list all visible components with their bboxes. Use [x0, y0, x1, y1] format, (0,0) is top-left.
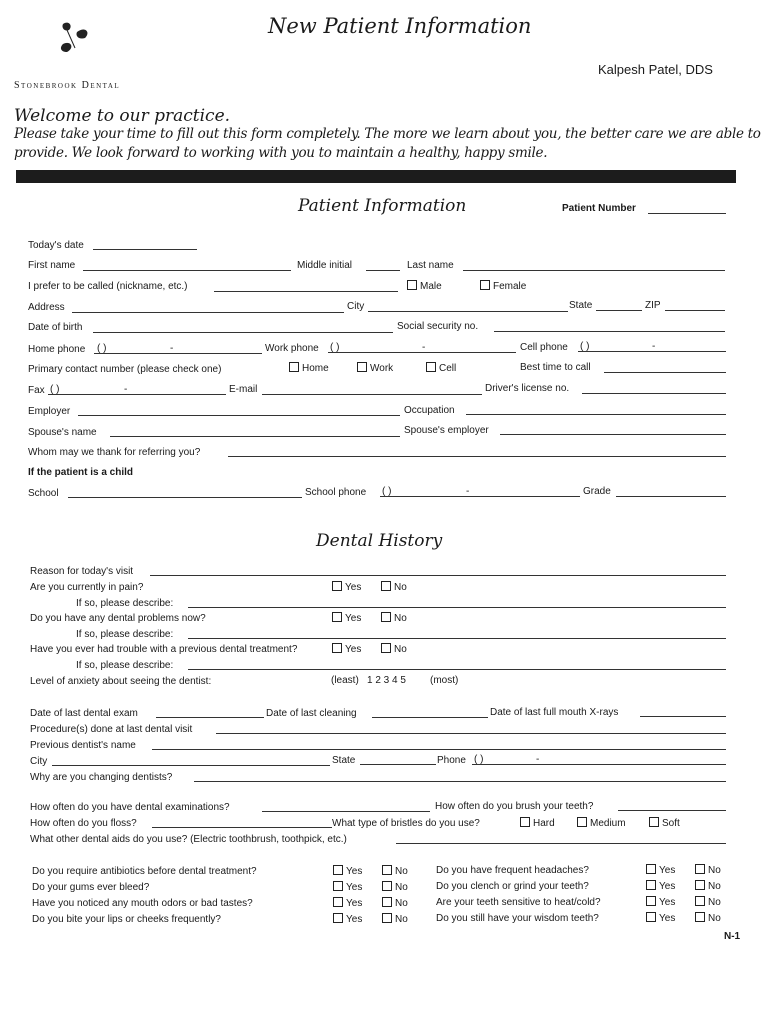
pain-yes-label: Yes — [345, 582, 362, 593]
last-xrays-label: Date of last full mouth X-rays — [490, 707, 619, 718]
city-label: City — [347, 301, 365, 312]
gums-bleed-no-checkbox[interactable] — [382, 881, 392, 891]
trouble-describe-label: If so, please describe: — [76, 660, 174, 671]
zip-field[interactable] — [665, 310, 725, 311]
antibiotics-label: Do you require antibiotics before dental treatment? — [32, 866, 257, 877]
todays-date-field[interactable] — [93, 249, 197, 250]
floss-freq-label: How often do you floss? — [30, 818, 137, 829]
dentist-phone-paren: ( ) — [474, 754, 484, 765]
odors-yes[interactable] — [333, 897, 362, 909]
bristle-medium[interactable] — [577, 817, 626, 829]
last-exam-field[interactable] — [156, 717, 264, 718]
primary-contact-label: Primary contact number (please check one) — [28, 364, 222, 375]
patient-number-field[interactable] — [648, 213, 726, 214]
home-phone-paren: ( ) — [97, 343, 107, 354]
procedures-label: Procedure(s) done at last dental visit — [30, 724, 193, 735]
bristle-hard-checkbox[interactable] — [520, 817, 530, 827]
contact-cell-checkbox[interactable] — [426, 362, 436, 372]
school-field[interactable] — [68, 497, 302, 498]
bite-lips-label: Do you bite your lips or cheeks frequently? — [32, 914, 221, 925]
odors-label: Have you noticed any mouth odors or bad tastes? — [32, 898, 253, 909]
wisdom-yes-checkbox[interactable] — [646, 912, 656, 922]
bristle-medium-label: Medium — [590, 818, 626, 829]
bite-lips-yes-label: Yes — [346, 914, 363, 925]
gums-bleed-yes-label: Yes — [346, 882, 363, 893]
headaches-no[interactable] — [695, 864, 721, 876]
bristle-hard[interactable] — [520, 817, 555, 829]
anxiety-most: (most) — [430, 675, 459, 686]
occupation-field[interactable] — [466, 414, 726, 415]
pain-describe-field[interactable] — [188, 607, 726, 608]
clench-no[interactable] — [695, 880, 721, 892]
sensitive-label: Are your teeth sensitive to heat/cold? — [436, 897, 601, 908]
why-changing-label: Why are you changing dentists? — [30, 772, 173, 783]
dob-field[interactable] — [93, 332, 393, 333]
best-time-label: Best time to call — [520, 362, 591, 373]
trouble-describe-field[interactable] — [188, 669, 726, 670]
problems-describe-label: If so, please describe: — [76, 629, 174, 640]
anxiety-scale[interactable]: 1 2 3 4 5 — [367, 675, 406, 686]
wisdom-no-checkbox[interactable] — [695, 912, 705, 922]
referral-field[interactable] — [228, 456, 726, 457]
why-changing-field[interactable] — [194, 781, 726, 782]
dentist-phone-dash: - — [536, 754, 540, 765]
dentist-city-field[interactable] — [52, 765, 330, 766]
occupation-label: Occupation — [404, 405, 455, 416]
contact-cell-label: Cell — [439, 363, 457, 374]
last-name-label: Last name — [407, 260, 454, 271]
antibiotics-no[interactable] — [382, 865, 408, 877]
anxiety-least: (least) — [331, 675, 359, 686]
pain-no[interactable] — [381, 581, 407, 593]
spouse-name-field[interactable] — [110, 436, 400, 437]
headaches-label: Do you have frequent headaches? — [436, 865, 589, 876]
reason-field[interactable] — [150, 575, 726, 576]
contact-work-checkbox[interactable] — [357, 362, 367, 372]
cell-phone-field[interactable] — [578, 351, 726, 352]
dentist-state-label: State — [332, 755, 356, 766]
pain-describe-label: If so, please describe: — [76, 598, 174, 609]
bite-lips-yes[interactable] — [333, 913, 362, 925]
odors-yes-checkbox[interactable] — [333, 897, 343, 907]
male-label: Male — [420, 281, 442, 292]
procedures-field[interactable] — [216, 733, 726, 734]
problems-no-checkbox[interactable] — [381, 612, 391, 622]
last-cleaning-field[interactable] — [372, 717, 488, 718]
antibiotics-no-label: No — [395, 866, 408, 877]
pain-no-checkbox[interactable] — [381, 581, 391, 591]
work-phone-field[interactable] — [328, 352, 516, 353]
trouble-yes-checkbox[interactable] — [332, 643, 342, 653]
middle-initial-field[interactable] — [366, 270, 400, 271]
employer-field[interactable] — [78, 415, 400, 416]
trouble-no-checkbox[interactable] — [381, 643, 391, 653]
bite-lips-no[interactable] — [382, 913, 408, 925]
referral-label: Whom may we thank for referring you? — [28, 447, 201, 458]
problems-describe-field[interactable] — [188, 638, 726, 639]
spouse-employer-field[interactable] — [500, 434, 726, 435]
wisdom-no-label: No — [708, 913, 721, 924]
sensitive-yes-label: Yes — [659, 897, 676, 908]
sensitive-no-checkbox[interactable] — [695, 896, 705, 906]
contact-home-label: Home — [302, 363, 329, 374]
grade-label: Grade — [583, 486, 611, 497]
wisdom-yes[interactable] — [646, 912, 675, 924]
gums-bleed-label: Do your gums ever bleed? — [32, 882, 150, 893]
gums-bleed-yes[interactable] — [333, 881, 362, 893]
dentist-city-label: City — [30, 756, 48, 767]
contact-work-option[interactable] — [357, 362, 393, 374]
welcome-text: Welcome to our practice. — [14, 106, 231, 126]
employer-label: Employer — [28, 406, 71, 417]
gums-bleed-no[interactable] — [382, 881, 408, 893]
bristle-medium-checkbox[interactable] — [577, 817, 587, 827]
dentist-state-field[interactable] — [360, 764, 436, 765]
school-label: School — [28, 488, 59, 499]
headaches-yes-label: Yes — [659, 865, 676, 876]
address-label: Address — [28, 302, 65, 313]
clench-yes[interactable] — [646, 880, 675, 892]
cell-phone-dash: - — [652, 341, 656, 352]
sensitive-no-label: No — [708, 897, 721, 908]
brush-freq-label: How often do you brush your teeth? — [435, 801, 594, 812]
clench-label: Do you clench or grind your teeth? — [436, 881, 589, 892]
page-code: N-1 — [724, 931, 741, 942]
todays-date-label: Today's date — [28, 240, 84, 251]
drivers-license-label: Driver's license no. — [485, 383, 570, 394]
headaches-yes-checkbox[interactable] — [646, 864, 656, 874]
contact-home-checkbox[interactable] — [289, 362, 299, 372]
trouble-no-label: No — [394, 644, 407, 655]
fax-paren: ( ) — [50, 384, 60, 395]
problems-yes-label: Yes — [345, 613, 362, 624]
antibiotics-yes-checkbox[interactable] — [333, 865, 343, 875]
last-xrays-field[interactable] — [640, 716, 726, 717]
school-phone-field[interactable] — [380, 496, 580, 497]
trouble-no[interactable] — [381, 643, 407, 655]
floss-freq-field[interactable] — [152, 827, 332, 828]
aids-label: What other dental aids do you use? (Electric toothbrush, toothpick, etc.) — [30, 834, 347, 845]
wisdom-label: Do you still have your wisdom teeth? — [436, 913, 599, 924]
problems-no[interactable] — [381, 612, 407, 624]
prev-dentist-label: Previous dentist's name — [30, 740, 136, 751]
clench-no-checkbox[interactable] — [695, 880, 705, 890]
odors-yes-label: Yes — [346, 898, 363, 909]
last-name-field[interactable] — [463, 270, 725, 271]
fax-dash: - — [124, 384, 128, 395]
email-label: E-mail — [229, 384, 258, 395]
spouse-employer-label: Spouse's employer — [404, 425, 489, 436]
headaches-yes[interactable] — [646, 864, 675, 876]
odors-no-label: No — [395, 898, 408, 909]
practice-name: Stonebrook Dental — [14, 80, 121, 91]
headaches-no-checkbox[interactable] — [695, 864, 705, 874]
odors-no-checkbox[interactable] — [382, 897, 392, 907]
sensitive-yes[interactable] — [646, 896, 675, 908]
bristle-hard-label: Hard — [533, 818, 555, 829]
bristle-soft-label: Soft — [662, 818, 680, 829]
clench-no-label: No — [708, 881, 721, 892]
dentist-phone-label: Phone — [437, 755, 466, 766]
trouble-yes-label: Yes — [345, 644, 362, 655]
clench-yes-checkbox[interactable] — [646, 880, 656, 890]
doctor-name: Kalpesh Patel, DDS — [598, 62, 713, 77]
pain-no-label: No — [394, 582, 407, 593]
trouble-label: Have you ever had trouble with a previous dental treatment? — [30, 644, 298, 655]
contact-work-label: Work — [370, 363, 394, 374]
home-phone-label: Home phone — [28, 344, 86, 355]
patient-info-title: Patient Information — [298, 196, 467, 216]
home-phone-dash: - — [170, 343, 174, 354]
nickname-label: I prefer to be called (nickname, etc.) — [28, 281, 188, 292]
intro-line-2: provide. We look forward to working with you to maintain a healthy, happy smile. — [14, 145, 548, 161]
prev-dentist-field[interactable] — [152, 749, 726, 750]
gums-bleed-no-label: No — [395, 882, 408, 893]
pain-yes-checkbox[interactable] — [332, 581, 342, 591]
grade-field[interactable] — [616, 496, 726, 497]
ssn-label: Social security no. — [397, 321, 479, 332]
problems-label: Do you have any dental problems now? — [30, 613, 206, 624]
trouble-yes[interactable] — [332, 643, 361, 655]
best-time-field[interactable] — [604, 372, 726, 373]
spouse-name-label: Spouse's name — [28, 427, 97, 438]
bite-lips-no-label: No — [395, 914, 408, 925]
middle-initial-label: Middle initial — [297, 260, 353, 271]
work-phone-paren: ( ) — [330, 342, 340, 353]
work-phone-dash: - — [422, 342, 426, 353]
male-option[interactable] — [407, 280, 442, 292]
home-phone-field[interactable] — [94, 353, 262, 354]
intro-line-1: Please take your time to fill out this form completely. The more we learn about you, the better care we are able to — [14, 126, 761, 142]
pain-label: Are you currently in pain? — [30, 582, 144, 593]
bristles-label: What type of bristles do you use? — [332, 818, 480, 829]
dentist-phone-field[interactable] — [472, 764, 726, 765]
city-field[interactable] — [368, 311, 568, 312]
dob-label: Date of birth — [28, 322, 83, 333]
zip-label: ZIP — [645, 300, 661, 311]
address-field[interactable] — [72, 312, 344, 313]
school-phone-dash: - — [466, 486, 470, 497]
odors-no[interactable] — [382, 897, 408, 909]
antibiotics-yes-label: Yes — [346, 866, 363, 877]
nickname-field[interactable] — [214, 291, 398, 292]
problems-yes-checkbox[interactable] — [332, 612, 342, 622]
dental-history-title: Dental History — [316, 531, 443, 551]
brush-freq-field[interactable] — [618, 810, 726, 811]
child-heading: If the patient is a child — [28, 467, 134, 478]
contact-cell-option[interactable] — [426, 362, 456, 374]
form-title: New Patient Information — [268, 14, 532, 38]
email-field[interactable] — [262, 394, 482, 395]
state-field[interactable] — [596, 310, 642, 311]
antibiotics-no-checkbox[interactable] — [382, 865, 392, 875]
antibiotics-yes[interactable] — [333, 865, 362, 877]
aids-field[interactable] — [396, 843, 726, 844]
contact-home-option[interactable] — [289, 362, 329, 374]
reason-label: Reason for today's visit — [30, 566, 134, 577]
last-cleaning-label: Date of last cleaning — [266, 708, 357, 719]
female-option[interactable] — [480, 280, 526, 292]
drivers-license-field[interactable] — [582, 393, 726, 394]
school-phone-label: School phone — [305, 487, 367, 498]
first-name-label: First name — [28, 260, 76, 271]
bristle-soft[interactable] — [649, 817, 680, 829]
clench-yes-label: Yes — [659, 881, 676, 892]
state-label: State — [569, 300, 593, 311]
school-phone-paren: ( ) — [382, 486, 392, 497]
wisdom-no[interactable] — [695, 912, 721, 924]
fax-field[interactable] — [48, 394, 226, 395]
ssn-field[interactable] — [494, 331, 725, 332]
male-checkbox[interactable] — [407, 280, 417, 290]
bite-lips-no-checkbox[interactable] — [382, 913, 392, 923]
female-label: Female — [493, 281, 527, 292]
wisdom-yes-label: Yes — [659, 913, 676, 924]
work-phone-label: Work phone — [265, 343, 319, 354]
bite-lips-yes-checkbox[interactable] — [333, 913, 343, 923]
gums-bleed-yes-checkbox[interactable] — [333, 881, 343, 891]
headaches-no-label: No — [708, 865, 721, 876]
practice-logo — [55, 18, 105, 60]
first-name-field[interactable] — [83, 270, 291, 271]
cell-phone-paren: ( ) — [580, 341, 590, 352]
patient-number-label: Patient Number — [562, 203, 636, 214]
cell-phone-label: Cell phone — [520, 342, 568, 353]
divider-bar — [16, 170, 736, 183]
bristle-soft-checkbox[interactable] — [649, 817, 659, 827]
exam-freq-field[interactable] — [262, 811, 430, 812]
exam-freq-label: How often do you have dental examinations? — [30, 802, 230, 813]
problems-yes[interactable] — [332, 612, 361, 624]
female-checkbox[interactable] — [480, 280, 490, 290]
problems-no-label: No — [394, 613, 407, 624]
fax-label: Fax — [28, 385, 45, 396]
sensitive-yes-checkbox[interactable] — [646, 896, 656, 906]
pain-yes[interactable] — [332, 581, 361, 593]
anxiety-label: Level of anxiety about seeing the dentist: — [30, 676, 212, 687]
sensitive-no[interactable] — [695, 896, 721, 908]
last-exam-label: Date of last dental exam — [30, 708, 138, 719]
